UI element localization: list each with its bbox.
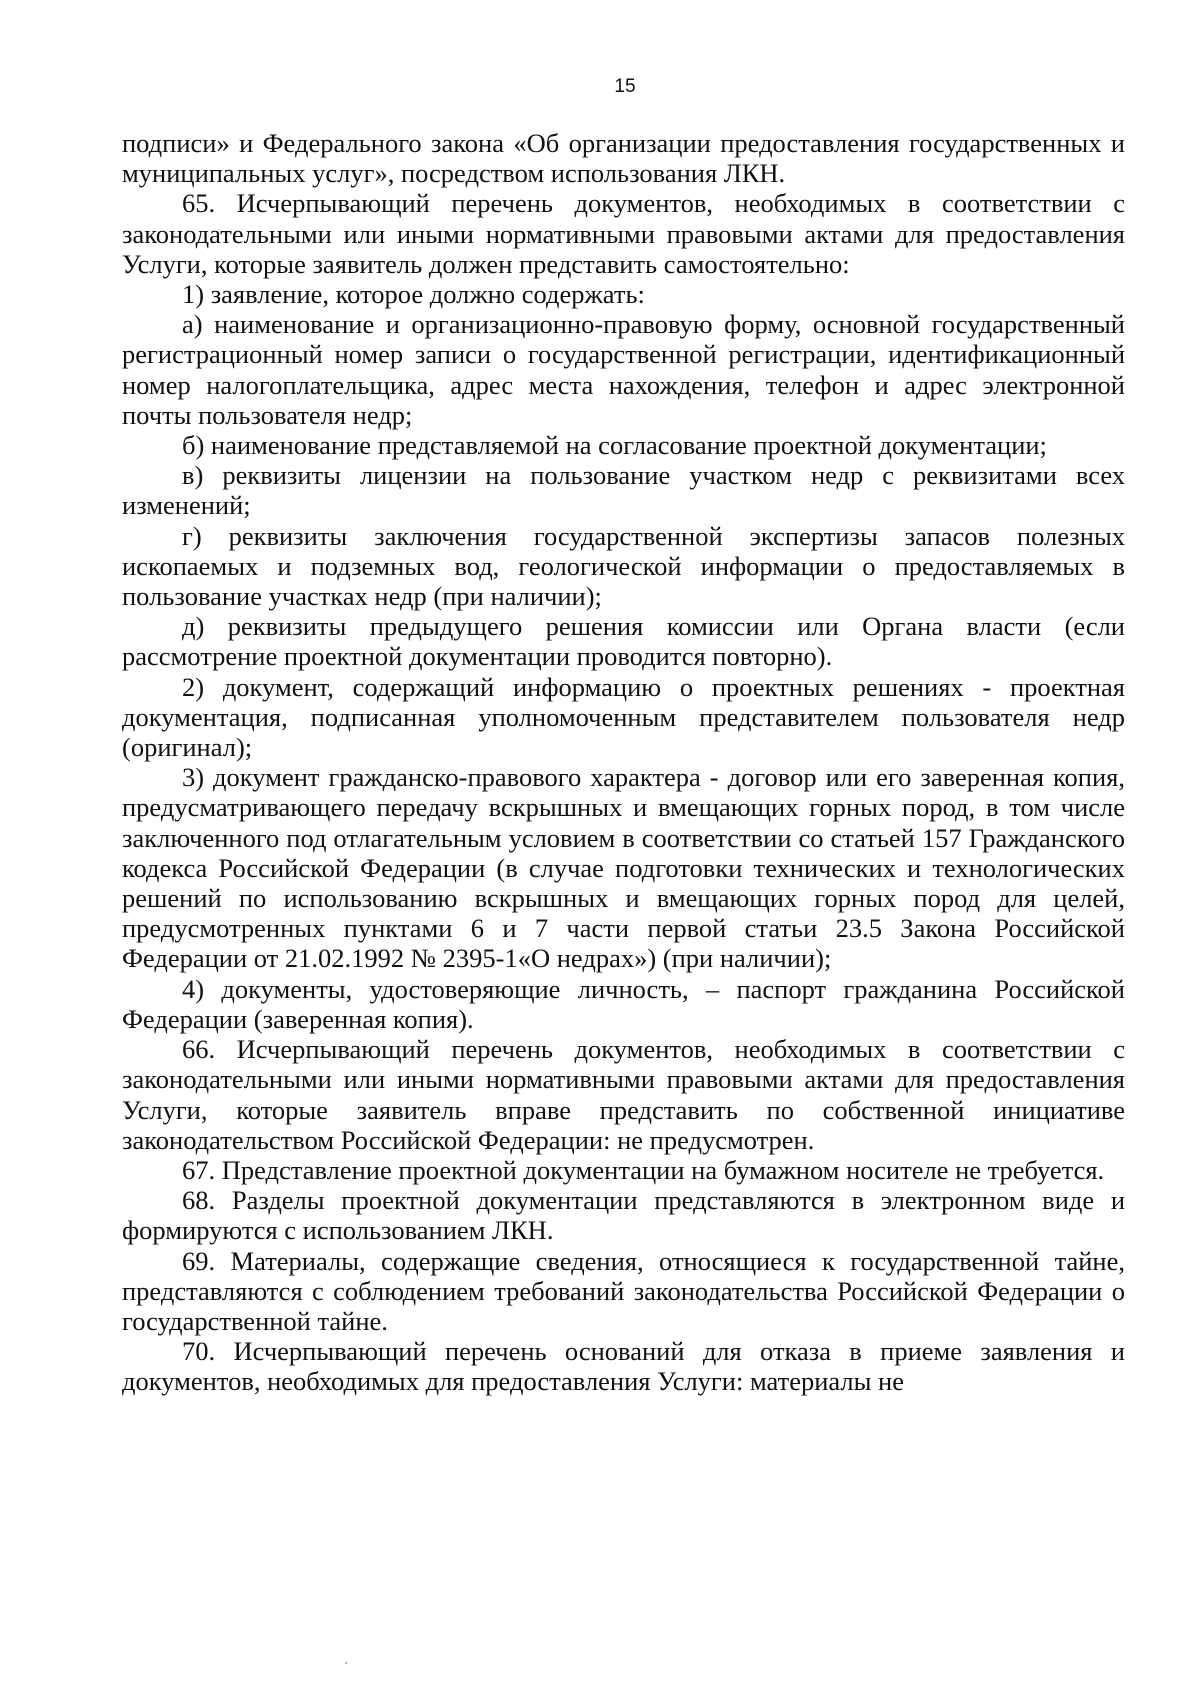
paragraph-70: 70. Исчерпывающий перечень оснований для отказа в приеме заявления и документов, необходимых для предоставления Услуги: материалы не: [122, 1336, 1125, 1397]
paragraph-68: 68. Разделы проектной документации представляются в электронном виде и формируются с использованием ЛКН.: [122, 1185, 1125, 1246]
page-number: 15: [614, 76, 636, 97]
scan-speck: [345, 1662, 347, 1664]
paragraph-65-item-2: 2) документ, содержащий информацию о проектных решениях - проектная документация, подписанная уполномоченным представителем пользователя недр (оригинал);: [122, 671, 1125, 763]
paragraph-65-item-1: 1) заявление, которое должно содержать:: [182, 279, 645, 310]
paragraph-65-item-1d: д) реквизиты предыдущего решения комиссии или Органа власти (если рассмотрение проектной документации проводится повторно).: [122, 611, 1125, 672]
paragraph-65-item-1b: б) наименование представляемой на согласование проектной документации;: [182, 430, 1047, 461]
paragraph-69: 69. Материалы, содержащие сведения, относящиеся к государственной тайне, представляются с соблюдением требований законодательства Российской Федерации о государственной тайне.: [122, 1245, 1125, 1336]
paragraph-65-item-3: 3) документ гражданско-правового характера - договор или его заверенная копия, предусматривающего передачу вскрышных и вмещающих горных пород, в том числе заключенного под отлагательным условием в соответствии со статьей 157 Гражданского кодекса Российской Федерации (в случае подготовки технических и технологических решений по использованию вскрышных и вмещающих горных пород для целей, предусмотренных пунктами 6 и 7 части первой статьи 23.5 Закона Российской Федерации от 21.02.1992 № 2395-1«О недрах») (при наличии);: [122, 762, 1125, 974]
paragraph-67: 67. Представление проектной документации на бумажном носителе не требуется.: [182, 1154, 1105, 1185]
document-body: [122, 128, 1125, 1397]
paragraph-65-item-1a: а) наименование и организационно-правовую форму, основной государственный регистрационный номер записи о государственной регистрации, идентификационный номер налогоплательщика, адрес места нахождения, телефон и адрес электронной почты пользователя недр;: [122, 309, 1125, 430]
paragraph-65-item-4: 4) документы, удостоверяющие личность, – паспорт гражданина Российской Федерации (заверенная копия).: [122, 973, 1125, 1034]
paragraph-65-item-1v: в) реквизиты лицензии на пользование участком недр с реквизитами всех изменений;: [122, 460, 1125, 521]
paragraph-65-item-1g: г) реквизиты заключения государственной экспертизы запасов полезных ископаемых и подземных вод, геологической информации о предоставляемых в пользование участках недр (при наличии);: [122, 520, 1125, 612]
paragraph-66: 66. Исчерпывающий перечень документов, необходимых в соответствии с законодательными или иными нормативными правовыми актами для предоставления Услуги, которые заявитель вправе представить по собственной инициативе законодательством Российской Федерации: не предусмотрен.: [122, 1034, 1125, 1155]
paragraph-continuation: подписи» и Федерального закона «Об организации предоставления государственных и муниципальных услуг», посредством использования ЛКН.: [122, 128, 1125, 189]
paragraph-65: 65. Исчерпывающий перечень документов, необходимых в соответствии с законодательными или иными нормативными правовыми актами для предоставления Услуги, которые заявитель должен представить самостоятельно:: [122, 188, 1125, 279]
